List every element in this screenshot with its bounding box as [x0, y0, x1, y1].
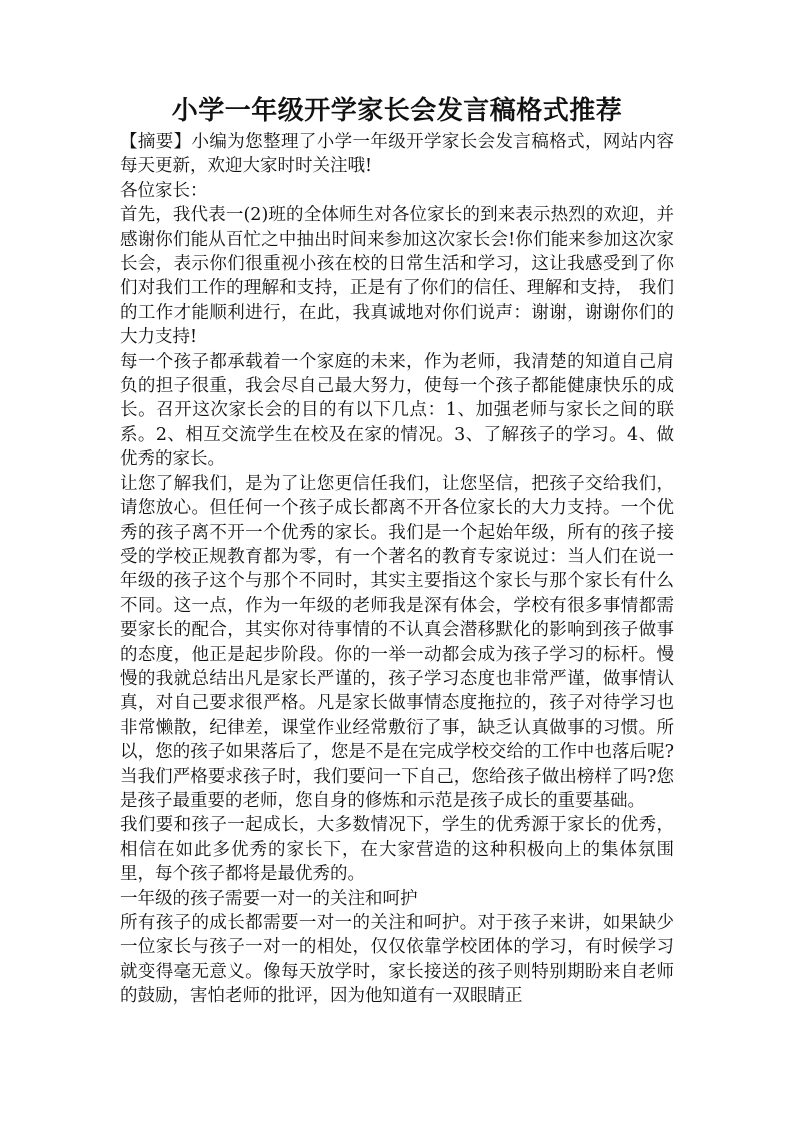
- summary-paragraph: 【摘要】小编为您整理了小学一年级开学家长会发言稿格式，网站内容每天更新，欢迎大家时时关注哦!: [120, 132, 674, 177]
- body-paragraph: 我们要和孩子一起成长，大多数情况下，学生的优秀源于家长的优秀，相信在如此多优秀的家长下，在大家营造的这种积极向上的集体氛围里，每个孩子都将是最优秀的。: [120, 815, 674, 885]
- body-paragraph: 所有孩子的成长都需要一对一的关注和呵护。对于孩子来讲，如果缺少一位家长与孩子一对一的相处，仅仅依靠学校团体的学习，有时候学习就变得毫无意义。像每天放学时，家长接送的孩子则特别期盼来自老师的鼓励，害怕老师的批评，因为他知道有一双眼睛正: [120, 913, 674, 1007]
- body-paragraph: 首先，我代表一(2)班的全体师生对各位家长的到来表示热烈的欢迎，并感谢你们能从百忙之中抽出时间来参加这次家长会!你们能来参加这次家长会，表示你们很重视小孩在校的日常生活和学习，这让我感受到了你们对我们工作的理解和支持，正是有了你们的信任、理解和支持， 我们的工作才能顺利进行，在此，我真诚地对你们说声：谢谢，谢谢你们的大力支持!: [120, 205, 674, 348]
- document-title: 小学一年级开学家长会发言稿格式推荐: [171, 96, 623, 126]
- body-paragraph: 每一个孩子都承载着一个家庭的未来，作为老师，我清楚的知道自己肩负的担子很重，我会尽自己最大努力，使每一个孩子都能健康快乐的成长。召开这次家长会的目的有以下几点：1、加强老师与家长之间的联系。2、相互交流学生在校及在家的情况。3、了解孩子的学习。4、做优秀的家长。: [120, 351, 674, 470]
- salutation: 各位家长：: [120, 180, 208, 201]
- document-page: [120, 92, 674, 1009]
- body-paragraph: 让您了解我们，是为了让您更信任我们，让您坚信，把孩子交给我们，请您放心。但任何一个孩子成长都离不开各位家长的大力支持。一个优秀的孩子离不开一个优秀的家长。我们是一个起始年级，所有的孩子接受的学校正规教育都为零，有一个著名的教育专家说过：当人们在说一年级的孩子这个与那个不同时，其实主要指这个家长与那个家长有什么不同。这一点，作为一年级的老师我是深有体会，学校有很多事情都需要家长的配合，其实你对待事情的不认真会潜移默化的影响到孩子做事的态度，他正是起步阶段。你的一举一动都会成为孩子学习的标杆。慢慢的我就总结出凡是家长严谨的，孩子学习态度也非常严谨，做事情认真，对自己要求很严格。凡是家长做事情态度拖拉的，孩子对待学习也非常懒散，纪律差，课堂作业经常敷衍了事，缺乏认真做事的习惯。所以，您的孩子如果落后了，您是不是在完成学校交给的工作中也落后呢?当我们严格要求孩子时，我们要问一下自己，您给孩子做出榜样了吗?您是孩子最重要的老师，您自身的修炼和示范是孩子成长的重要基础。: [120, 473, 674, 811]
- section-heading: 一年级的孩子需要一对一的关注和呵护: [120, 888, 418, 909]
